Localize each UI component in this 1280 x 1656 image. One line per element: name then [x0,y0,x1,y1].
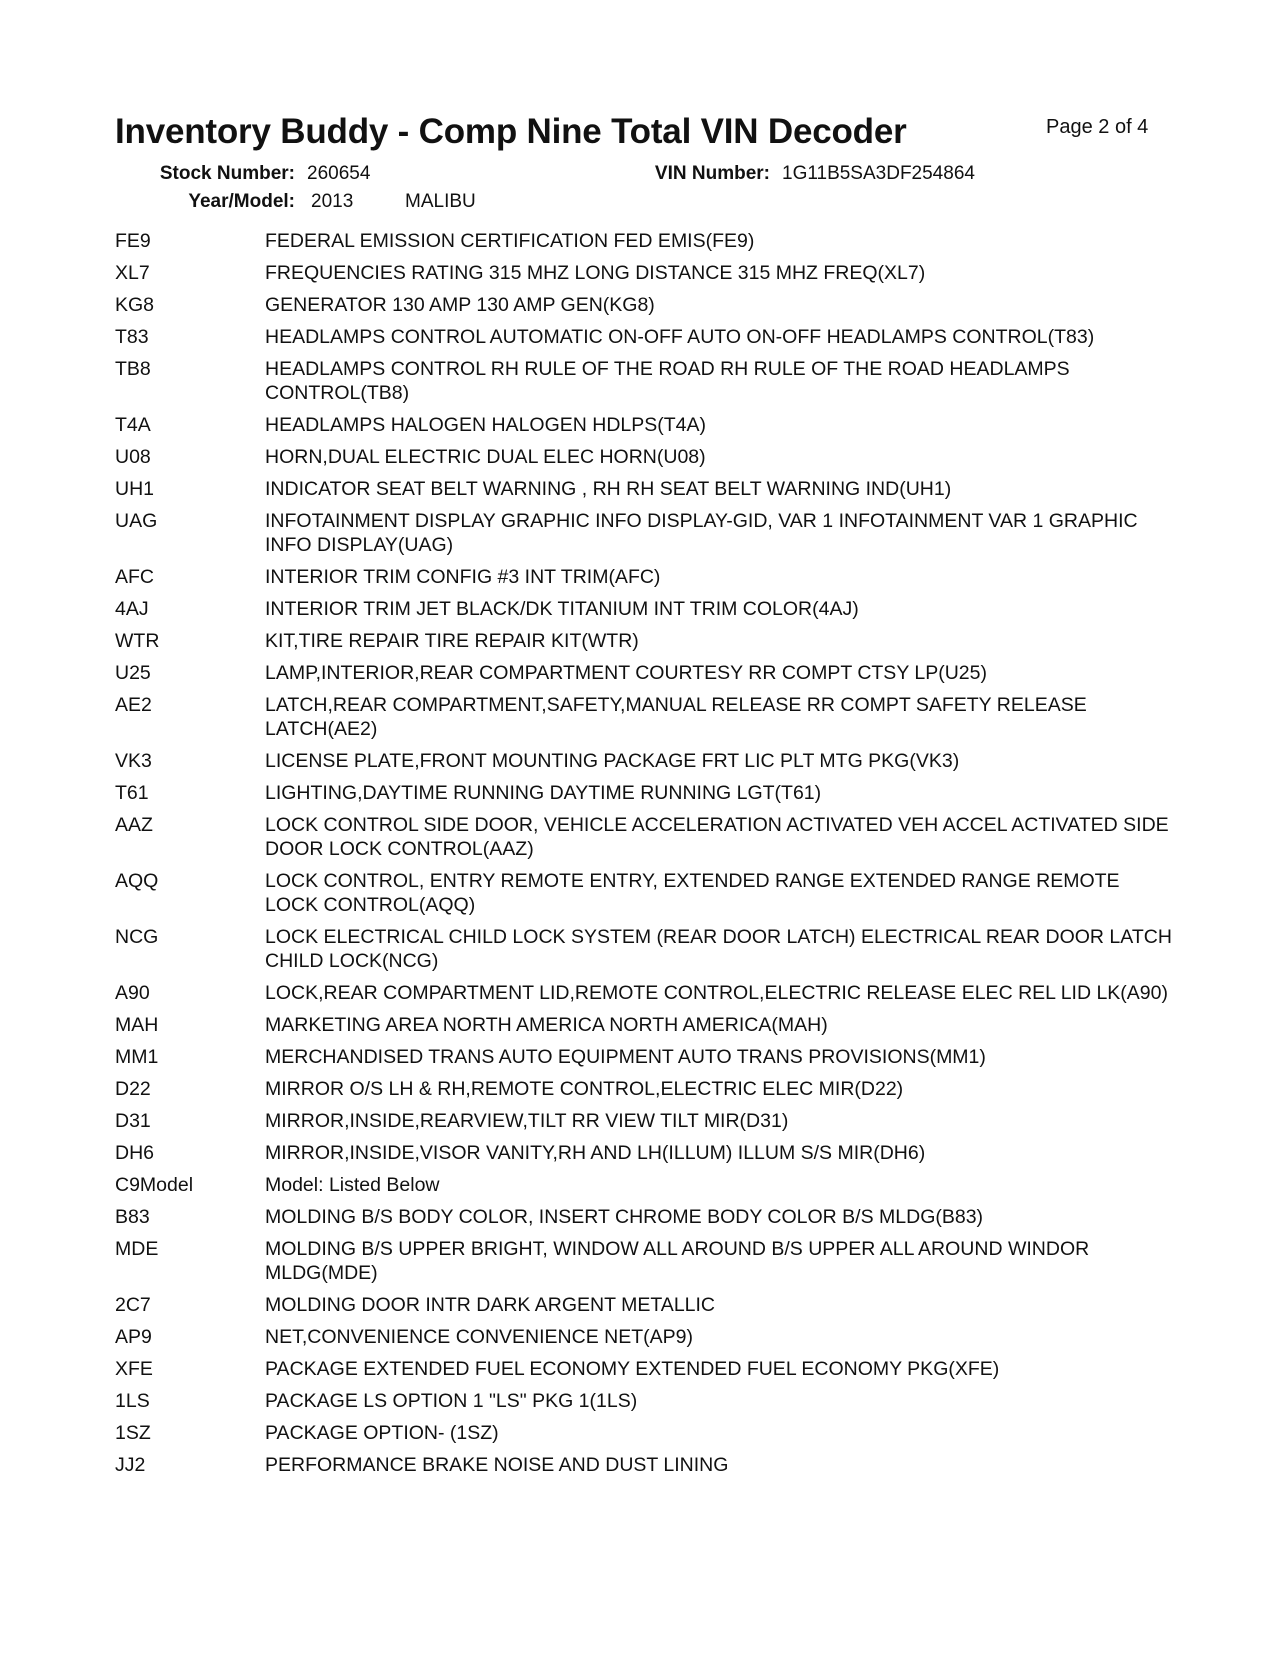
option-code: NCG [115,926,159,948]
option-description: MIRROR,INSIDE,REARVIEW,TILT RR VIEW TILT MIR(D31) [265,1110,789,1132]
list-item [115,693,1175,749]
stock-number-value: 260654 [307,163,371,184]
list-item [115,1205,1175,1237]
list-item [115,413,1175,445]
vin-label: VIN Number: [654,163,770,184]
list-item [115,293,1175,325]
option-description: HEADLAMPS CONTROL AUTOMATIC ON-OFF AUTO ON-OFF HEADLAMPS CONTROL(T83) [265,326,1095,348]
list-item [115,781,1175,813]
option-description: INTERIOR TRIM JET BLACK/DK TITANIUM INT TRIM COLOR(4AJ) [265,598,859,620]
list-item [115,1045,1175,1077]
list-item [115,1173,1175,1205]
option-code: XL7 [115,262,150,284]
option-description: LIGHTING,DAYTIME RUNNING DAYTIME RUNNING LGT(T61) [265,782,822,804]
option-description: LOCK CONTROL SIDE DOOR, VEHICLE ACCELERATION ACTIVATED VEH ACCEL ACTIVATED SIDE DOOR LOCK CONTROL(AAZ) [265,814,1169,860]
option-code: AQQ [115,870,159,892]
option-description: MERCHANDISED TRANS AUTO EQUIPMENT AUTO TRANS PROVISIONS(MM1) [265,1046,986,1068]
option-description: INDICATOR SEAT BELT WARNING , RH RH SEAT BELT WARNING IND(UH1) [265,478,952,500]
option-description: INFOTAINMENT DISPLAY GRAPHIC INFO DISPLAY-GID, VAR 1 INFOTAINMENT VAR 1 GRAPHIC INFO DISPLAY(UAG) [265,510,1138,556]
list-item [115,749,1175,781]
option-code: MM1 [115,1046,159,1068]
list-item [115,1453,1175,1485]
model-value: MALIBU [405,191,476,212]
option-code: MDE [115,1238,159,1260]
list-item [115,229,1175,261]
option-description: MIRROR O/S LH & RH,REMOTE CONTROL,ELECTRIC ELEC MIR(D22) [265,1078,904,1100]
option-code: U25 [115,662,151,684]
option-description: MARKETING AREA NORTH AMERICA NORTH AMERICA(MAH) [265,1014,828,1036]
option-code: TB8 [115,358,151,380]
option-code: 1LS [115,1390,150,1412]
list-item [115,325,1175,357]
option-description: LAMP,INTERIOR,REAR COMPARTMENT COURTESY RR COMPT CTSY LP(U25) [265,662,987,684]
option-description: PACKAGE EXTENDED FUEL ECONOMY EXTENDED FUEL ECONOMY PKG(XFE) [265,1358,1000,1380]
list-item [115,1293,1175,1325]
option-code-list [115,229,1175,1485]
list-item [115,565,1175,597]
option-code: JJ2 [115,1454,146,1476]
option-description: MOLDING B/S UPPER BRIGHT, WINDOW ALL AROUND B/S UPPER ALL AROUND WINDOR MLDG(MDE) [265,1238,1090,1284]
vin-value: 1G11B5SA3DF254864 [782,163,975,184]
page-number: Page 2 of 4 [1046,116,1149,138]
option-description: GENERATOR 130 AMP 130 AMP GEN(KG8) [265,294,655,316]
option-description: Model: Listed Below [265,1174,440,1196]
option-description: MOLDING DOOR INTR DARK ARGENT METALLIC [265,1294,716,1316]
list-item [115,1237,1175,1293]
option-code: T4A [115,414,151,436]
option-code: AFC [115,566,154,588]
option-description: LOCK ELECTRICAL CHILD LOCK SYSTEM (REAR DOOR LATCH) ELECTRICAL REAR DOOR LATCH CHILD LOCK(NCG) [265,926,1172,972]
option-code: AE2 [115,694,152,716]
option-code: 2C7 [115,1294,151,1316]
option-description: MOLDING B/S BODY COLOR, INSERT CHROME BODY COLOR B/S MLDG(B83) [265,1206,984,1228]
option-code: AP9 [115,1326,152,1348]
list-item [115,629,1175,661]
option-code: 1SZ [115,1422,151,1444]
option-code: D31 [115,1110,151,1132]
list-item [115,1077,1175,1109]
option-description: LATCH,REAR COMPARTMENT,SAFETY,MANUAL RELEASE RR COMPT SAFETY RELEASE LATCH(AE2) [265,694,1087,740]
option-code: FE9 [115,230,151,252]
list-item [115,1389,1175,1421]
list-item [115,477,1175,509]
list-item [115,445,1175,477]
option-code: KG8 [115,294,155,316]
option-description: INTERIOR TRIM CONFIG #3 INT TRIM(AFC) [265,566,661,588]
option-code: VK3 [115,750,152,772]
option-description: MIRROR,INSIDE,VISOR VANITY,RH AND LH(ILLUM) ILLUM S/S MIR(DH6) [265,1142,926,1164]
option-code: A90 [115,982,150,1004]
option-code: T61 [115,782,149,804]
option-code: 4AJ [115,598,149,620]
option-description: LOCK,REAR COMPARTMENT LID,REMOTE CONTROL,ELECTRIC RELEASE ELEC REL LID LK(A90) [265,982,1168,1004]
option-code: AAZ [115,814,153,836]
option-description: PACKAGE LS OPTION 1 "LS" PKG 1(1LS) [265,1390,638,1412]
list-item [115,869,1175,925]
option-code: T83 [115,326,149,348]
list-item [115,509,1175,565]
list-item [115,813,1175,869]
option-code: XFE [115,1358,153,1380]
option-description: FEDERAL EMISSION CERTIFICATION FED EMIS(FE9) [265,230,755,252]
list-item [115,661,1175,693]
option-code: MAH [115,1014,159,1036]
option-description: LOCK CONTROL, ENTRY REMOTE ENTRY, EXTENDED RANGE EXTENDED RANGE REMOTE LOCK CONTROL(AQQ) [265,870,1120,916]
list-item [115,1325,1175,1357]
list-item [115,597,1175,629]
option-description: PERFORMANCE BRAKE NOISE AND DUST LINING [265,1454,729,1476]
option-description: FREQUENCIES RATING 315 MHZ LONG DISTANCE 315 MHZ FREQ(XL7) [265,262,926,284]
option-description: LICENSE PLATE,FRONT MOUNTING PACKAGE FRT LIC PLT MTG PKG(VK3) [265,750,960,772]
page-title: Inventory Buddy - Comp Nine Total VIN Decoder [115,112,907,151]
stock-number-label: Stock Number: [159,163,295,184]
list-item [115,1109,1175,1141]
list-item [115,981,1175,1013]
option-description: HEADLAMPS CONTROL RH RULE OF THE ROAD RH RULE OF THE ROAD HEADLAMPS CONTROL(TB8) [265,358,1070,404]
year-model-label: Year/Model: [188,191,295,212]
list-item [115,1141,1175,1173]
list-item [115,1013,1175,1045]
list-item [115,925,1175,981]
option-code: B83 [115,1206,150,1228]
option-code: UH1 [115,478,155,500]
option-description: NET,CONVENIENCE CONVENIENCE NET(AP9) [265,1326,693,1348]
year-value: 2013 [311,191,354,212]
option-code: C9Model [115,1174,194,1196]
option-code: D22 [115,1078,151,1100]
option-code: WTR [115,630,160,652]
list-item [115,1357,1175,1389]
list-item [115,261,1175,293]
option-description: PACKAGE OPTION- (1SZ) [265,1422,499,1444]
list-item [115,357,1175,413]
option-description: KIT,TIRE REPAIR TIRE REPAIR KIT(WTR) [265,630,639,652]
option-code: DH6 [115,1142,155,1164]
option-code: UAG [115,510,158,532]
option-description: HEADLAMPS HALOGEN HALOGEN HDLPS(T4A) [265,414,707,436]
list-item [115,1421,1175,1453]
option-description: HORN,DUAL ELECTRIC DUAL ELEC HORN(U08) [265,446,706,468]
option-code: U08 [115,446,151,468]
